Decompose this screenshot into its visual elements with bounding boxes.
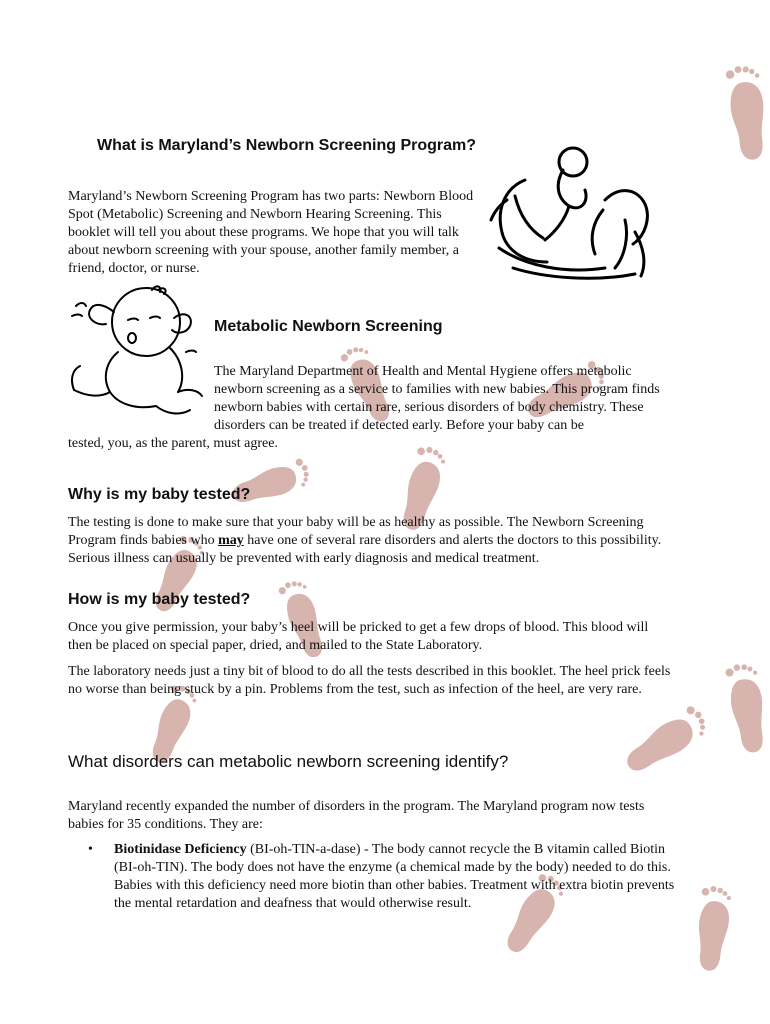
section-heading-newborn-screening-program: What is Maryland’s Newborn Screening Program? <box>97 137 477 154</box>
section-heading-how-tested: How is my baby tested? <box>68 591 251 608</box>
disorder-description: (BI-oh-TIN-a-dase) - The body cannot recycle the B vitamin called Biotin (BI-oh-TIN). The body does not have the enzyme (a chemical made by the body) needed to do this. Babies with this deficiency need more biotin than other babies. Treatment with extra biotin prevents the mental retardation and deafness that would otherwise result. <box>114 842 675 911</box>
baby-illustration <box>66 282 206 422</box>
metabolic-paragraph-continued: tested, you, as the parent, must agree. <box>68 436 278 451</box>
how-tested-paragraph-1: Once you give permission, your baby’s heel will be pricked to get a few drops of blood. This blood will then be placed on special paper, dried, and mailed to the State Laboratory. <box>68 620 649 653</box>
why-tested-text-start: The testing is done to make sure that your baby will be as healthy as possible. The Newborn Screening Program finds babies who <box>68 515 644 548</box>
why-tested-text-end: have one of several rare disorders and alerts the doctors to this possibility. Serious illness can usually be prevented with early diagnosis and medical treatment. <box>68 533 662 566</box>
why-tested-paragraph <box>68 514 680 568</box>
bullet: • <box>88 842 93 857</box>
intro-paragraph: Maryland’s Newborn Screening Program has two parts: Newborn Blood Spot (Metabolic) Screening and Newborn Hearing Screening. This booklet will tell you about these programs. We hope that you will talk about newborn screening with your spouse, another family member, a friend, doctor, or nurse. <box>68 189 474 276</box>
list-item <box>88 841 688 913</box>
disorders-list <box>88 841 688 913</box>
how-tested-paragraph-2: The laboratory needs just a tiny bit of blood to do all the tests described in this booklet. The heel prick feels no worse than being stuck by a pin. Problems from the test, such as infection of the heel, are very rare. <box>68 664 671 697</box>
mother-baby-illustration <box>485 140 660 285</box>
section-heading-metabolic-screening: Metabolic Newborn Screening <box>214 318 443 335</box>
disorder-term: Biotinidase Deficiency <box>114 842 247 857</box>
emphasis-may: may <box>218 533 244 548</box>
section-heading-why-tested: Why is my baby tested? <box>68 486 251 503</box>
disorders-intro-paragraph: Maryland recently expanded the number of disorders in the program. The Maryland program now tests babies for 35 conditions. They are: <box>68 799 645 832</box>
section-heading-disorders: What disorders can metabolic newborn screening identify? <box>68 752 509 771</box>
metabolic-paragraph-indented: The Maryland Department of Health and Mental Hygiene offers metabolic newborn screening as a service to families with new babies. This program finds newborn babies with certain rare, serious disorders of body chemistry. These disorders can be treated if detected early. Before your baby can be <box>214 364 660 433</box>
